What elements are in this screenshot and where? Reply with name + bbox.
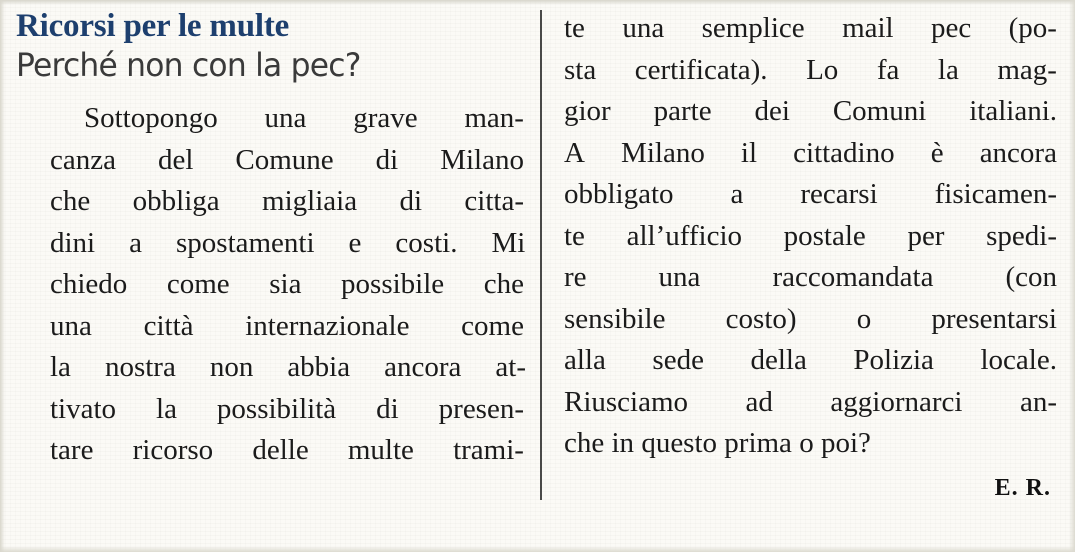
word: A [564, 136, 585, 169]
word: tivato [50, 392, 117, 425]
body-line [564, 133, 1057, 175]
word: presentarsi [931, 302, 1057, 335]
word: Polizia [853, 344, 934, 376]
word: sia [269, 268, 302, 300]
word: tare [50, 434, 94, 466]
word: non [209, 351, 254, 383]
word: ancora [384, 351, 462, 383]
paper-edge-right [1069, 0, 1075, 552]
word: dei [754, 95, 790, 127]
word: la [50, 351, 71, 383]
word: o [856, 302, 872, 335]
word: è [930, 136, 944, 169]
right-column-body [564, 8, 1057, 465]
word: dini [50, 226, 96, 259]
word: o [799, 427, 814, 459]
word: re [564, 261, 587, 293]
left-column-body [16, 98, 524, 472]
body-line [564, 8, 1057, 50]
body-line [16, 430, 524, 472]
word: at- [495, 351, 526, 383]
body-line [564, 91, 1057, 133]
word: ricorso [132, 434, 214, 466]
body-line [564, 382, 1057, 424]
body-line [564, 299, 1057, 341]
word: sede [652, 344, 704, 376]
word: multe [347, 434, 414, 466]
body-line [16, 347, 524, 389]
word: di [376, 392, 399, 425]
word: Comune [235, 143, 334, 176]
word: una [264, 102, 307, 134]
body-line [564, 423, 1057, 465]
word: della [750, 344, 807, 376]
word: locale. [980, 344, 1057, 376]
body-line [564, 257, 1057, 299]
word: di [375, 143, 399, 176]
word: ad [745, 385, 773, 418]
word: aggiornarci [830, 385, 963, 418]
word: certificata). [634, 53, 768, 86]
word: mail [842, 12, 894, 44]
word: cittadino [793, 136, 895, 169]
word: semplice [701, 12, 805, 44]
word: costi. [395, 226, 458, 259]
word: il [740, 136, 758, 169]
word: fisicamen- [934, 178, 1057, 210]
body-line [16, 223, 524, 265]
paper-edge-bottom [0, 546, 1075, 552]
word: prima [724, 427, 792, 459]
author-signature: E. R. [994, 474, 1051, 501]
word: parte [653, 95, 712, 127]
word: una [658, 261, 701, 293]
body-line [16, 181, 524, 223]
word: fa [876, 53, 900, 86]
paper-edge-left [0, 0, 5, 552]
word: delle [252, 434, 309, 466]
word: come [461, 309, 524, 342]
column-divider [540, 10, 542, 500]
word: a [730, 178, 744, 210]
word: recarsi [800, 178, 878, 210]
body-line [16, 98, 524, 140]
word: che [50, 185, 91, 217]
word: città [143, 309, 194, 342]
word: te [564, 219, 585, 252]
word: la [156, 392, 177, 425]
word: all’ufficio [626, 219, 742, 252]
word: Milano [440, 143, 524, 176]
word: in [611, 427, 635, 459]
word: man- [464, 102, 524, 134]
word: nostra [104, 351, 176, 383]
word: per [907, 219, 945, 252]
body-line [16, 389, 524, 431]
word: poi? [820, 427, 871, 459]
body-line [564, 216, 1057, 258]
word: che [564, 427, 605, 459]
word: Comuni [832, 95, 927, 127]
left-column [16, 8, 540, 546]
article-kicker: Ricorsi per le multe [16, 8, 290, 44]
word: la [937, 53, 959, 86]
word: postale [783, 219, 866, 252]
word: trami- [453, 434, 524, 466]
body-line [16, 306, 524, 348]
right-column [542, 8, 1061, 546]
word: abbia [287, 351, 351, 383]
word: di [399, 185, 423, 217]
word: Lo [806, 53, 839, 86]
word: una [622, 12, 665, 44]
word: chiedo [50, 268, 128, 300]
word: che [483, 268, 524, 300]
body-line [564, 174, 1057, 216]
word: spostamenti [176, 226, 315, 259]
word: costo) [725, 302, 797, 335]
word: obbliga [132, 185, 220, 217]
word: possibilità [216, 392, 337, 425]
word: e [348, 226, 362, 259]
word: italiani. [969, 95, 1057, 127]
word: una [50, 309, 92, 342]
word: canza [50, 143, 116, 176]
paper-edge-top [0, 0, 1075, 5]
word: Riusciamo [564, 385, 689, 418]
word: sensibile [564, 302, 666, 335]
word: questo [641, 427, 718, 459]
word: ancora [979, 136, 1057, 169]
word: Milano [621, 136, 705, 169]
word: grave [353, 102, 418, 134]
word: (po- [1008, 12, 1057, 44]
word: internazionale [245, 309, 410, 342]
word: presen- [438, 392, 524, 425]
body-line [564, 50, 1057, 92]
word: citta- [464, 185, 524, 217]
word: te [564, 12, 585, 44]
word: sta [564, 53, 597, 86]
body-line [16, 140, 524, 182]
word: alla [564, 344, 606, 376]
word: Sottopongo [84, 102, 218, 134]
word: del [157, 143, 194, 176]
word: possibile [341, 268, 445, 300]
article-headline: Perché non con la pec? [16, 46, 361, 84]
word: obbligato [564, 178, 674, 210]
word: mag- [997, 53, 1057, 86]
word: raccomandata [772, 261, 934, 293]
word: spedi- [986, 219, 1057, 252]
body-line [564, 340, 1057, 382]
word: (con [1005, 261, 1057, 293]
body-line [16, 264, 524, 306]
word: a [129, 226, 142, 259]
word: Mi [491, 226, 526, 259]
word: come [166, 268, 230, 300]
word: an- [1019, 385, 1057, 418]
article-columns [16, 8, 1061, 546]
word: migliaia [262, 185, 358, 217]
word: gior [564, 95, 611, 127]
word: pec [931, 12, 972, 44]
